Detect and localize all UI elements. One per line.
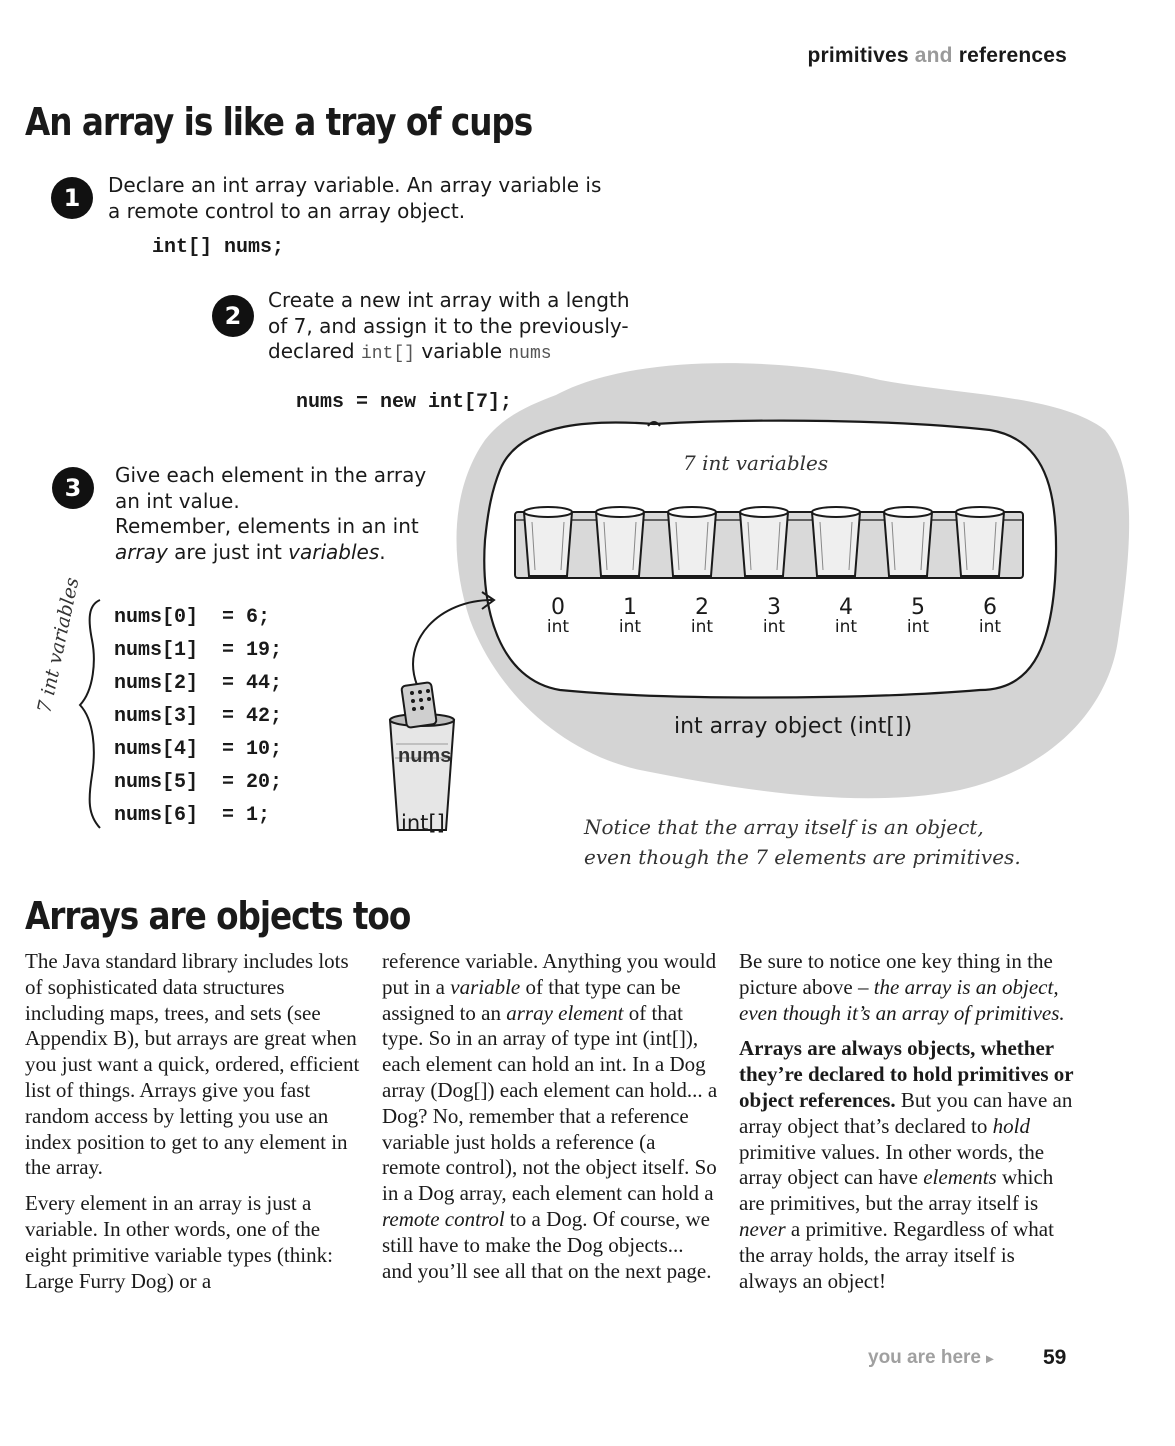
note-line-1: Notice that the array itself is an object, [584, 815, 984, 839]
assignment-line: nums[0] = 6; [114, 606, 271, 629]
remote-control-icon [401, 682, 437, 728]
col3-text-2f: which are primitives, but the array itself is [739, 1165, 1054, 1216]
col3-em-1b: the array is an object, even though it’s an array of primitives. [739, 974, 1065, 1025]
step-1-line-1: Declare an int array variable. An array variable is [108, 173, 602, 197]
col3-text-1a: Be sure to notice one key thing in the picture above – [739, 949, 1053, 999]
col3-em-elements: elements [923, 1165, 997, 1190]
col2-paragraph [382, 949, 718, 1284]
index-label: 5 [911, 595, 925, 620]
col2-text-5: of that type. So in an array of type int (int[]), each element can hold an int. In a Dog array (Dog[]) each element can hold... a Dog? No, remember that a reference variable just holds a reference (a remote control), not the object itself. So in a Dog array, each element can hold a [382, 1000, 718, 1206]
step-3-line-4-end: . [379, 539, 386, 564]
running-head-primary: primitives [807, 44, 909, 67]
col2-text-7: to a Dog. Of course, we still have to make the Dog objects... and you’ll see all that on the next page. [382, 1206, 712, 1283]
cup [524, 507, 572, 576]
index-label: 2 [695, 595, 709, 620]
step-2-badge: 2 [212, 295, 254, 337]
col3-text-2h: a primitive. Regardless of what the array holds, the array itself is always an object! [739, 1216, 1054, 1293]
col2-em-remote-control: remote control [382, 1206, 505, 1231]
step-2-line-3-middle: variable [421, 339, 503, 363]
col2-text-3: of that type can be assigned to an [382, 974, 681, 1025]
assignment-line: nums[6] = 1; [114, 804, 271, 827]
cup [596, 507, 644, 576]
body-column-1 [25, 949, 361, 1304]
brace-label: 7 int variables [33, 575, 84, 716]
col1-paragraph-1: The Java standard library includes lots of sophisticated data structures including maps, trees, and sets (see Appendix B), but arrays are great when you just want a quick, ordered, efficient list of things. Arrays give you fast random access by letting you use an index position to get to any element in the array. [25, 949, 360, 1180]
step-2-code: nums = new int[7]; [296, 391, 513, 414]
index-label: 4 [839, 595, 853, 620]
col3-paragraph-1 [739, 949, 1075, 1026]
running-head-connector: and [914, 44, 953, 67]
step-3-badge: 3 [52, 467, 94, 509]
step-3-line-4 [115, 540, 426, 566]
col3-bold-2a: Arrays are always objects, whether they’re declared to hold primitives or object references. [739, 1036, 1074, 1112]
col3-em-never: never [739, 1216, 786, 1241]
step-1-badge: 1 [51, 177, 93, 219]
step-1-line-2: a remote control to an array object. [108, 198, 466, 223]
col2-em-array-element: array element [506, 1000, 624, 1025]
assignment-line: nums[1] = 19; [114, 639, 283, 662]
running-head-secondary: references [958, 44, 1067, 67]
assignment-line: nums[2] = 44; [114, 672, 283, 695]
step-1-code: int[] nums; [152, 236, 285, 259]
assignment-line: nums[3] = 42; [114, 705, 283, 728]
index-label: 0 [551, 595, 565, 620]
body-column-3 [739, 949, 1075, 1304]
you-are-here-text: you are here [868, 1347, 981, 1368]
cell-type-label: int [762, 617, 786, 637]
cell-type-label: int [690, 617, 714, 637]
body-column-2 [382, 949, 718, 1294]
index-label: 3 [767, 595, 781, 620]
assignment-line: nums[5] = 20; [114, 771, 283, 794]
cell-type-label: int [546, 617, 570, 637]
object-label: int array object (int[]) [674, 714, 913, 739]
col3-paragraph-2 [739, 1036, 1075, 1294]
col2-text-1: reference variable. Anything you would put in a [382, 949, 717, 999]
note-line-2: even though the 7 elements are primitives. [584, 845, 1021, 869]
bubble-label: 7 int variables [683, 451, 829, 475]
nums-label: nums [398, 745, 452, 767]
col2-em-variable: variable [450, 974, 521, 999]
footer-you-are-here [868, 1347, 993, 1369]
right-triangle-icon: ▸ [986, 1350, 994, 1366]
brace [80, 600, 100, 828]
assignment-list [114, 601, 282, 832]
col1-paragraph-2: Every element in an array is just a variable. In other words, one of the eight primitive variable types (think: Large Furry Dog) or a [25, 1191, 333, 1293]
cup [668, 507, 716, 576]
step-3-line-4-mid: are just int [167, 539, 289, 564]
cup [884, 507, 932, 576]
step-3-line-3: Remember, elements in an int [115, 514, 419, 538]
cell-type-label: int [834, 617, 858, 637]
cell-type-label: int [906, 617, 930, 637]
step-2-line-2: of 7, and assign it to the previously- [268, 313, 629, 338]
page-number: 59 [1043, 1346, 1067, 1369]
step-3-line-2: an int value. [115, 488, 240, 513]
cup [740, 507, 788, 576]
step-3-em-variables: variables [288, 539, 380, 564]
cup [812, 507, 860, 576]
step-2-line-1: Create a new int array with a length [268, 288, 630, 312]
step-2-line-3-prefix: declared [268, 339, 355, 363]
assignment-line: nums[4] = 10; [114, 738, 283, 761]
step-2-var-inline: nums [508, 344, 552, 364]
step-3-line-1: Give each element in the array [115, 463, 427, 487]
col3-text-2b: But you can have an array object that’s declared to [739, 1087, 1073, 1138]
section-title: Arrays are objects too [25, 894, 411, 938]
index-label: 6 [983, 595, 997, 620]
page-title: An array is like a tray of cups [25, 100, 533, 144]
step-3-em-array: array [115, 539, 168, 564]
step-2-type-inline: int[] [360, 344, 415, 364]
col3-text-2d: primitive values. In other words, the array object can have [739, 1139, 1045, 1190]
col3-em-hold: hold [992, 1113, 1030, 1138]
cell-type-label: int [618, 617, 642, 637]
step-3-text [115, 463, 426, 565]
cell-type-label: int [978, 617, 1002, 637]
cup [956, 507, 1004, 576]
index-label: 1 [623, 595, 637, 620]
ref-type-label: int[] [401, 811, 445, 835]
